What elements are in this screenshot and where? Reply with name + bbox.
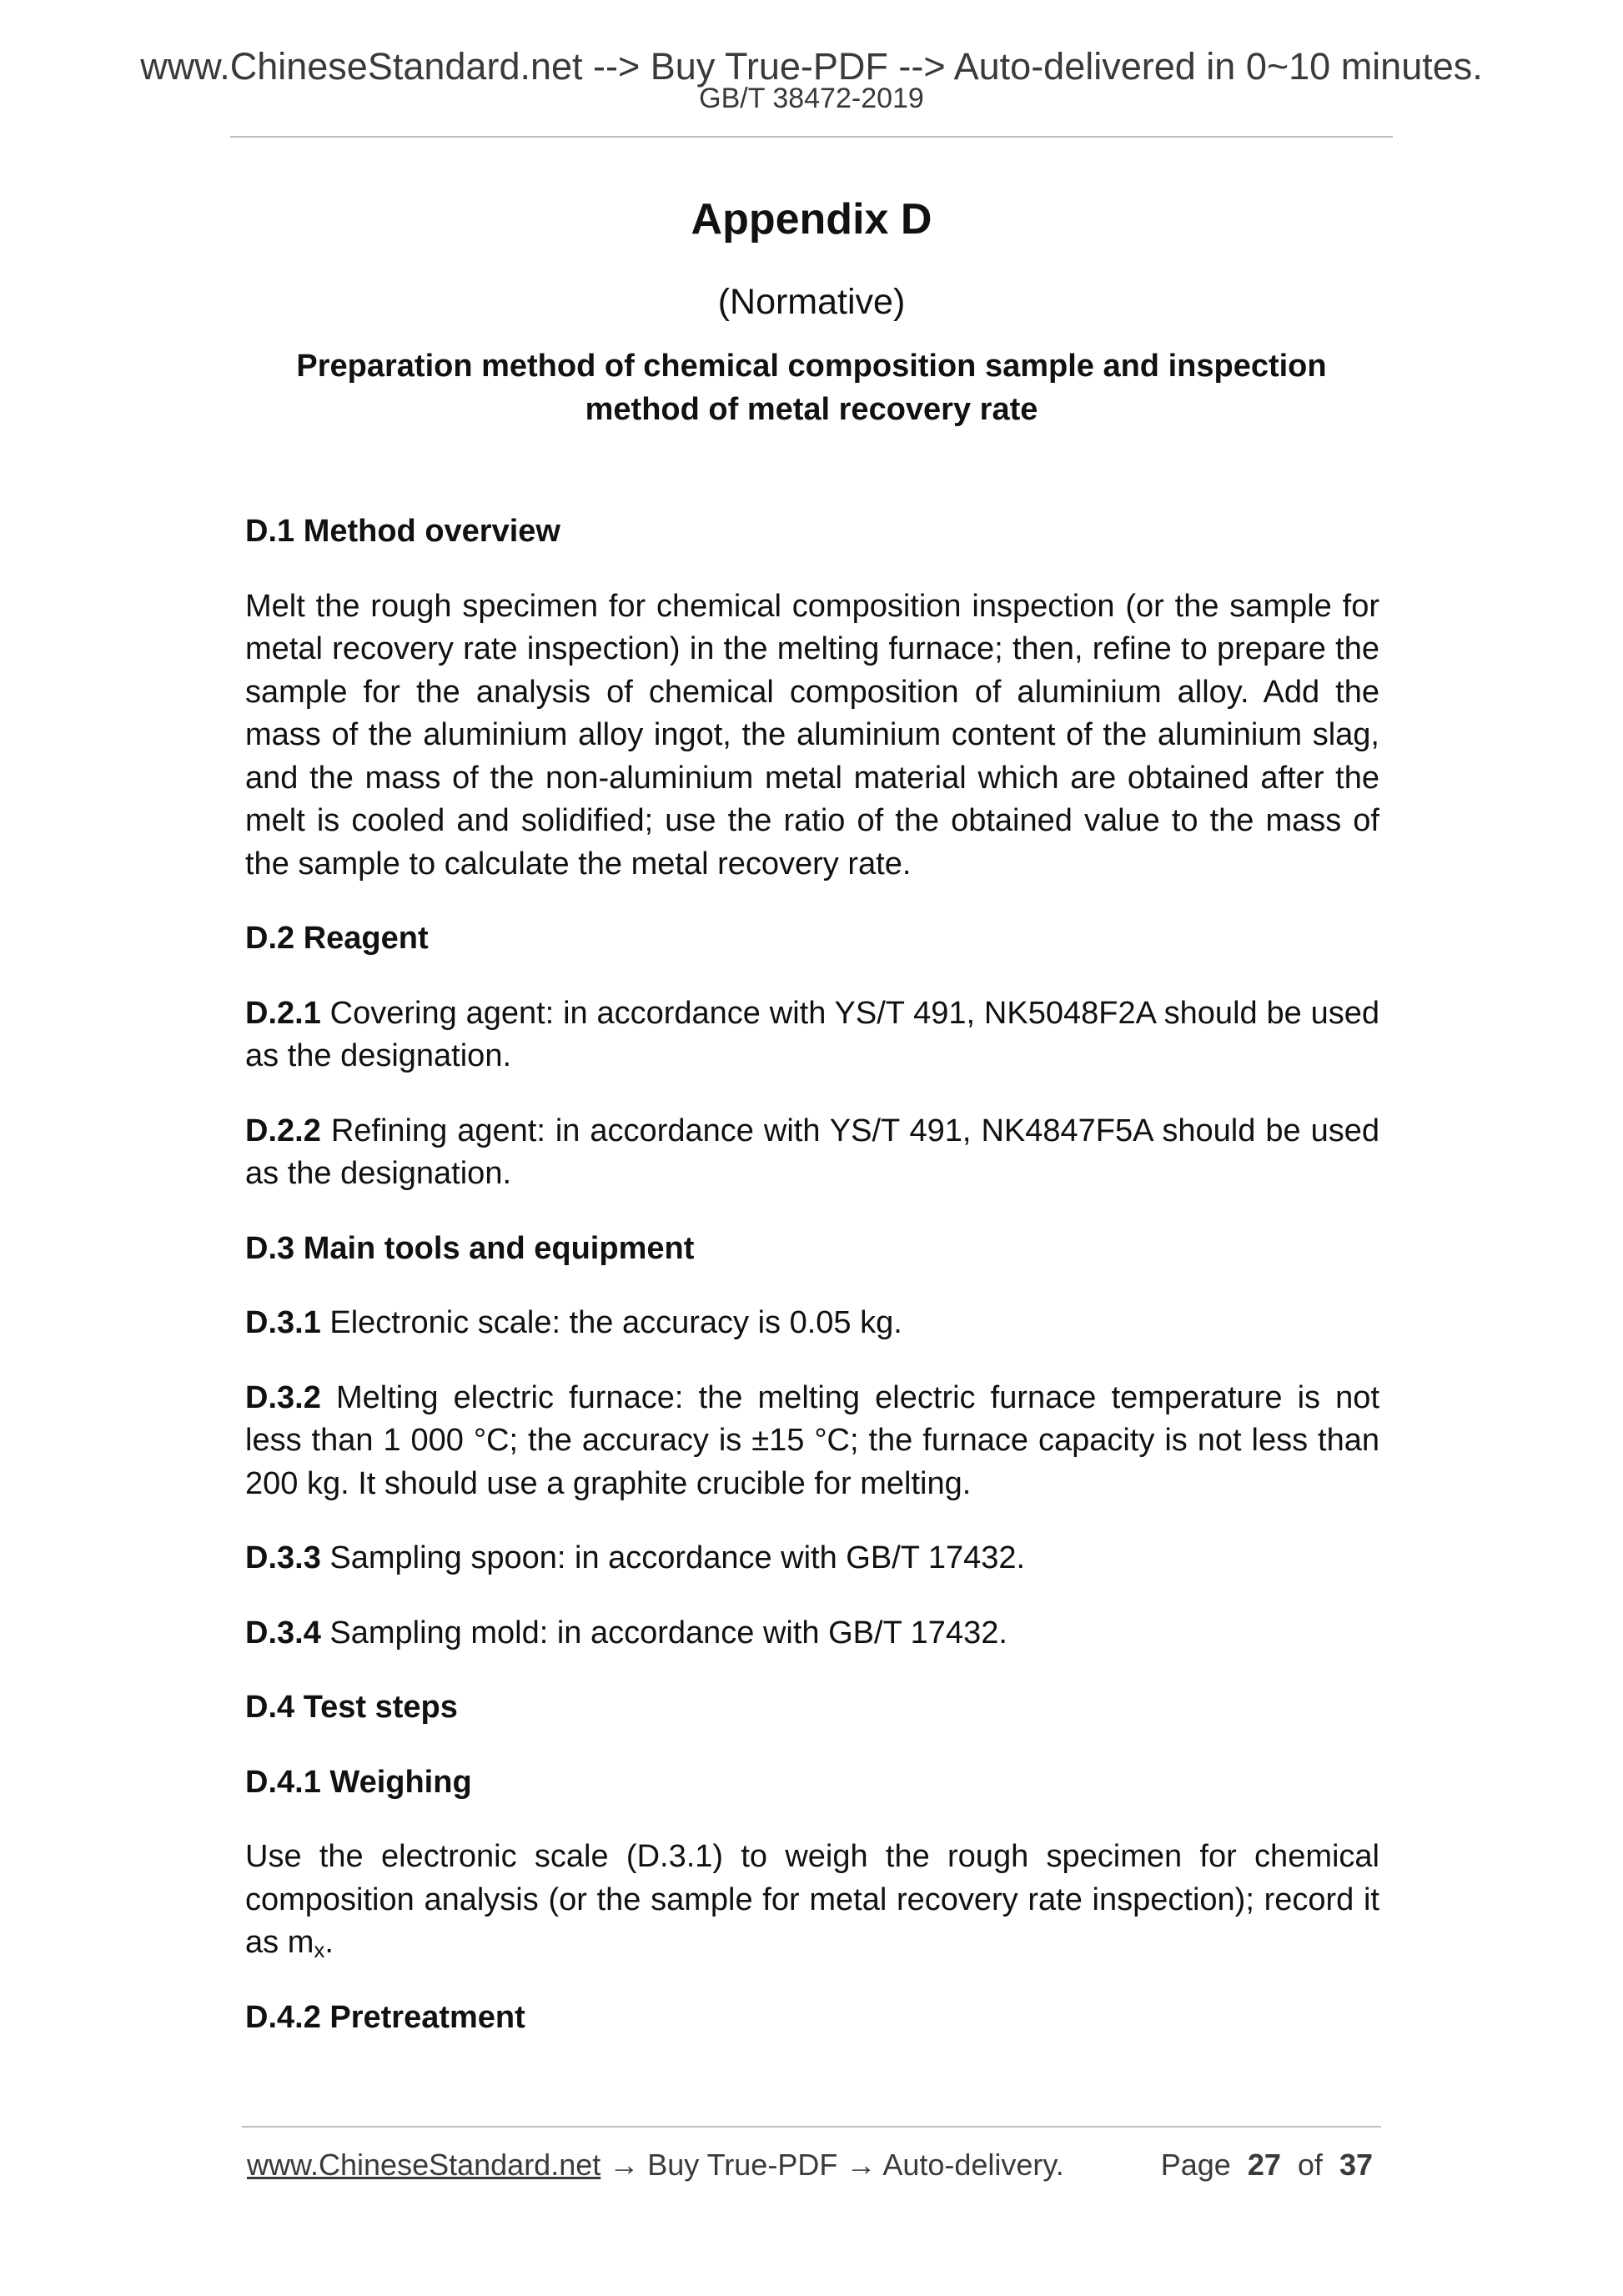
- clause-text: Covering agent: in accordance with YS/T 491, NK5048F2A should be used as the designation.: [245, 995, 1379, 1073]
- section-heading-d2: D.2 Reagent: [245, 921, 429, 956]
- header-divider: [230, 136, 1393, 138]
- clause-text: Sampling mold: in accordance with GB/T 17432.: [320, 1615, 1007, 1650]
- footer-website-link[interactable]: www.ChineseStandard.net: [247, 2148, 601, 2182]
- footer-promo: [247, 2147, 1064, 2183]
- clause-number: D.3.4: [245, 1615, 321, 1650]
- clause-text: Electronic scale: the accuracy is 0.05 kg.: [320, 1305, 902, 1340]
- clause-number: D.3.1: [245, 1305, 321, 1340]
- clause-d2-2: [245, 1110, 1379, 1196]
- subsection-heading-d4-1: D.4.1 Weighing: [245, 1764, 472, 1800]
- appendix-type: (Normative): [717, 282, 906, 322]
- subsection-heading-d4-2: D.4.2 Pretreatment: [245, 1999, 525, 2035]
- page-label: Page: [1160, 2148, 1231, 2182]
- clause-d3-3: [245, 1537, 1379, 1580]
- clause-d3-1: [245, 1302, 1379, 1345]
- total-pages: 37: [1339, 2148, 1373, 2182]
- section-heading-d4: D.4 Test steps: [245, 1690, 458, 1725]
- appendix-subtitle: Preparation method of chemical composition sample and inspection method of metal recovery rate: [296, 349, 1327, 427]
- section-heading-d1: D.1 Method overview: [245, 514, 560, 549]
- of-label: of: [1297, 2148, 1323, 2182]
- page-indicator: [1161, 2147, 1373, 2183]
- clause-text: Melting electric furnace: the melting electric furnace temperature is not less than 1 000 °C; the accuracy is ±15 °C; the furnace capacity is not less than 200 kg. It should use a graphite crucible for melting.: [245, 1379, 1379, 1501]
- clause-number: D.3.2: [245, 1379, 321, 1415]
- section-heading-d3: D.3 Main tools and equipment: [245, 1230, 695, 1266]
- weighing-text: Use the electronic scale (D.3.1) to weigh the rough specimen for chemical composition analysis (or the sample for metal recovery rate inspection); record it as m: [245, 1839, 1379, 1960]
- footer-promo-text: → Buy True-PDF → Auto-delivery.: [600, 2148, 1064, 2182]
- paragraph-method-overview: Melt the rough specimen for chemical composition inspection (or the sample for metal recovery rate inspection) in the melting furnace; then, refine to prepare the sample for the analysis of chemical composition of aluminium alloy. Add the mass of the aluminium alloy ingot, the aluminium content of the aluminium slag, and the mass of the non-aluminium metal material which are obtained after the melt is cooled and solidified; use the ratio of the obtained value to the mass of the sample to calculate the metal recovery rate.: [245, 588, 1379, 882]
- clause-number: D.2.2: [245, 1113, 321, 1148]
- document-body: [245, 510, 1379, 2071]
- page-number: 27: [1247, 2148, 1281, 2182]
- footer-divider: [242, 2126, 1381, 2128]
- standard-code: GB/T 38472-2019: [699, 83, 924, 114]
- clause-d3-2: [245, 1377, 1379, 1506]
- clause-text: Refining agent: in accordance with YS/T 491, NK4847F5A should be used as the designation.: [245, 1113, 1379, 1191]
- mass-subscript: x: [314, 1937, 325, 1962]
- clause-d3-4: [245, 1612, 1379, 1655]
- clause-number: D.2.1: [245, 995, 321, 1031]
- clause-number: D.3.3: [245, 1540, 321, 1575]
- top-banner: www.ChineseStandard.net --> Buy True-PDF --> Auto-delivered in 0~10 minutes.: [140, 45, 1483, 88]
- appendix-title: Appendix D: [691, 195, 932, 244]
- weighing-text-end: .: [324, 1925, 334, 1960]
- paragraph-weighing: [245, 1836, 1379, 1965]
- clause-text: Sampling spoon: in accordance with GB/T 17432.: [320, 1540, 1026, 1575]
- clause-d2-1: [245, 992, 1379, 1078]
